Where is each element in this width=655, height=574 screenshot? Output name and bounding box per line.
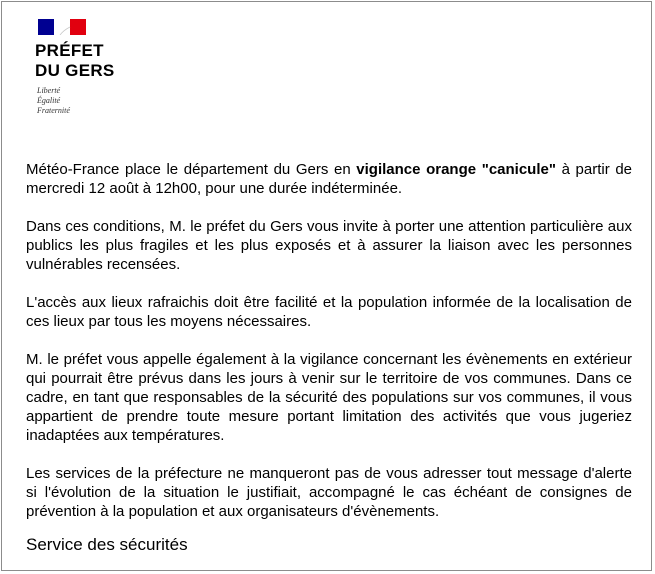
motto-fraternite: Fraternité [37, 106, 70, 115]
prefecture-logo [35, 16, 145, 126]
document-frame [1, 1, 652, 571]
signature: Service des sécurités [26, 535, 188, 554]
paragraph-vigilance [26, 160, 632, 198]
logo-title-line-1: PRÉFET [35, 41, 104, 60]
vigilance-level: vigilance orange "canicule" [356, 161, 556, 178]
paragraph-attention: Dans ces conditions, M. le préfet du Gers vous invite à porter une attention particulière aux publics les plus fragiles et les plus exposés et à assurer la liaison avec les personnes vulnérables recensées. [26, 218, 632, 273]
paragraph-cool-places: L'accès aux lieux rafraichis doit être facilité et la population informée de la localisation de ces lieux par tous les moyens nécessaires. [26, 294, 632, 330]
paragraph-events: M. le préfet vous appelle également à la vigilance concernant les évènements en extérieur qui pourrait être prévus dans les jours à venir sur le territoire de vos communes. Dans ce cadre, en tant que responsables de la sécurité des populations sur vos communes, il vous appartient de prendre toute mesure portant limitation des activités que vous jugeriez inadaptées aux températures. [26, 351, 632, 444]
message-body [26, 160, 632, 521]
motto-egalite: Égalité [37, 96, 61, 105]
paragraph-alerts: Les services de la préfecture ne manqueront pas de vous adresser tout message d'alerte si l'évolution de la situation le justifiait, accompagné le cas échéant de consignes de prévention à la population et aux organisateurs d'évènements. [26, 465, 632, 520]
paragraph-vigilance-end: à partir de mercredi 12 août à 12h00, pour une durée indéterminée. [26, 161, 633, 197]
logo-title-line-2: DU GERS [35, 61, 115, 80]
paragraph-vigilance-start: Météo-France place le département du Gers en [26, 161, 357, 178]
marianne-flag-icon [38, 19, 86, 35]
motto-liberte: Liberté [37, 86, 61, 95]
